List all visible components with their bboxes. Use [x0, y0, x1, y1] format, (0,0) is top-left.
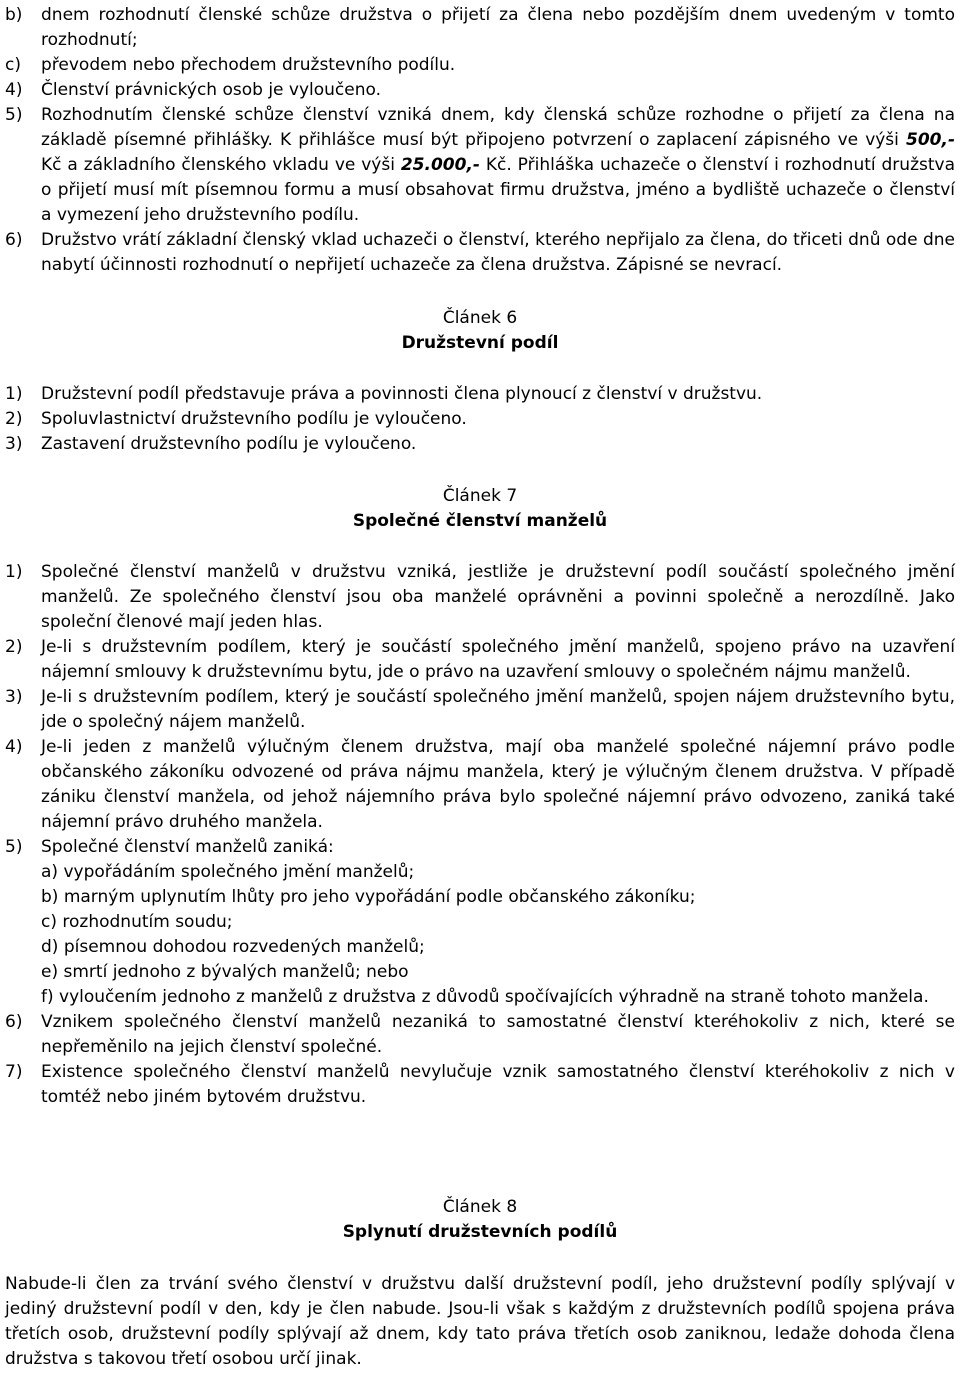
item-number: 7): [5, 1062, 23, 1082]
item-number: b): [5, 5, 23, 25]
list-item: [5, 735, 955, 835]
list-item: [5, 53, 955, 78]
item-text: [41, 103, 955, 228]
item-text: Existence společného členství manželů nevylučuje vznik samostatného členství kteréhokoliv z nich v tomtéž nebo jiném bytovém družstvu.: [41, 1062, 955, 1107]
termination-subitems: [41, 860, 955, 1010]
list-item: [5, 78, 955, 103]
article-7-items: [5, 560, 955, 1110]
list-item: [5, 1010, 955, 1060]
list-item: [5, 560, 955, 635]
sub-item: d) písemnou dohodou rozvedených manželů;: [41, 937, 425, 957]
item-number: 5): [5, 837, 23, 857]
sub-item: b) marným uplynutím lhůty pro jeho vypořádání podle občanského zákoníku;: [41, 887, 696, 907]
item-number: c): [5, 55, 21, 75]
item-number: 2): [5, 637, 23, 657]
item-text: Členství právnických osob je vyloučeno.: [41, 80, 382, 100]
item-number: 6): [5, 1012, 23, 1032]
deposit-amount: 25.000,-: [400, 155, 480, 175]
item-text: Spoluvlastnictví družstevního podílu je vyloučeno.: [41, 409, 467, 429]
list-item: [5, 228, 955, 278]
item-text: Zastavení družstevního podílu je vyloučeno.: [41, 434, 417, 454]
item-text: Společné členství manželů v družstvu vzniká, jestliže je družstevní podíl součástí společného jmění manželů. Ze společného členství jsou oba manželé oprávněni a povinni společně a nerozdílně. Jako společní členové mají jeden hlas.: [41, 562, 955, 632]
item-text: Družstvo vrátí základní členský vklad uchazeči o členství, kterého nepřijalo za člena, do třiceti dnů ode dne nabytí účinnosti rozhodnutí o nepřijetí uchazeče za člena družstva. Zápisné se nevrací.: [41, 230, 955, 275]
list-item: [5, 382, 955, 407]
list-item: [5, 3, 955, 53]
article-8-body: [5, 1272, 955, 1372]
membership-items: [5, 78, 955, 278]
article-number: Článek 8: [442, 1197, 518, 1217]
item-text: dnem rozhodnutí členské schůze družstva o přijetí za člena nebo pozdějším dnem uvedeným v tomto rozhodnutí;: [41, 5, 955, 50]
item-text: Je-li jeden z manželů výlučným členem družstva, mají oba manželé společné nájemní právo podle občanského zákoníku odvozené od práva nájmu manžela, který je výlučným členem družstva. V případě zániku členství manžela, od jehož nájemního práva bylo společné nájemní právo odvozeno, zaniká také nájemní právo druhého manžela.: [41, 737, 955, 832]
sub-item: e) smrtí jednoho z bývalých manželů; nebo: [41, 962, 409, 982]
sub-item: a) vypořádáním společného jmění manželů;: [41, 862, 415, 882]
item-text: Je-li s družstevním podílem, který je součástí společného jmění manželů, spojen nájem družstevního bytu, jde o společný nájem manželů.: [41, 687, 955, 732]
item-text-part: Kč a základního členského vkladu ve výši: [41, 155, 401, 175]
item-number: 1): [5, 562, 23, 582]
item-text: Vznikem společného členství manželů nezaniká to samostatné členství kteréhokoliv z nich, které se nepřeměnilo na jejich členství společné.: [41, 1012, 955, 1057]
article-7-heading: [5, 484, 955, 534]
item-number: 6): [5, 230, 23, 250]
list-item: [5, 1060, 955, 1110]
sub-item: f) vyloučením jednoho z manželů z družstva z důvodů spočívajících výhradně na straně tohoto manžela.: [41, 987, 929, 1007]
list-item: [5, 685, 955, 735]
article-title: Společné členství manželů: [352, 511, 608, 531]
article-6-heading: [5, 306, 955, 356]
item-text: Je-li s družstevním podílem, který je součástí společného jmění manželů, spojeno právo na uzavření nájemní smlouvy k družstevnímu bytu, jde o právo na uzavření smlouvy o společném nájmu manželů.: [41, 637, 955, 682]
article-title: Družstevní podíl: [401, 333, 559, 353]
item-number: 4): [5, 737, 23, 757]
article-number: Článek 6: [442, 308, 518, 328]
list-item: [5, 432, 955, 457]
list-item: [5, 835, 955, 860]
item-number: 3): [5, 687, 23, 707]
item-text-part: Rozhodnutím členské schůze členství vzniká dnem, kdy členská schůze rozhodne o přijetí za člena na základě písemné přihlášky. K přihlášce musí být připojeno potvrzení o zaplacení zápisného ve výši: [41, 105, 955, 150]
list-item: [5, 407, 955, 432]
item-text: převodem nebo přechodem družstevního podílu.: [41, 55, 456, 75]
list-item: [5, 103, 955, 228]
article-8-heading: [5, 1195, 955, 1245]
article-number: Článek 7: [442, 486, 518, 506]
sub-item: c) rozhodnutím soudu;: [41, 912, 233, 932]
item-number: 1): [5, 384, 23, 404]
item-number: 4): [5, 80, 23, 100]
item-text: Společné členství manželů zaniká:: [41, 837, 334, 857]
paragraph: Nabude-li člen za trvání svého členství v družstvu další družstevní podíl, jeho družstevní podíly splývají v jediný družstevní podíl v den, kdy je člen nabude. Jsou-li však s každým z družstevních podílů spojena práva třetích osob, družstevní podíly splývají až dnem, kdy tato práva třetích osob zaniknou, ledaže dohoda člena družstva s takovou třetí osobou určí jinak.: [5, 1274, 955, 1369]
article-title: Splynutí družstevních podílů: [342, 1222, 618, 1242]
item-text-part: Kč. Přihláška uchazeče o členství i rozhodnutí družstva o přijetí musí mít písemnou formu a musí obsahovat firmu družstva, jméno a bydliště uchazeče o členství a vymezení jeho družstevního podílu.: [41, 155, 955, 225]
item-text: Družstevní podíl představuje práva a povinnosti člena plynoucí z členství v družstvu.: [41, 384, 763, 404]
membership-origin-subitems: [5, 3, 955, 78]
item-number: 5): [5, 105, 23, 125]
item-number: 2): [5, 409, 23, 429]
article-6-items: [5, 382, 955, 457]
entry-fee-amount: 500,-: [906, 130, 955, 150]
list-item: [5, 635, 955, 685]
item-number: 3): [5, 434, 23, 454]
